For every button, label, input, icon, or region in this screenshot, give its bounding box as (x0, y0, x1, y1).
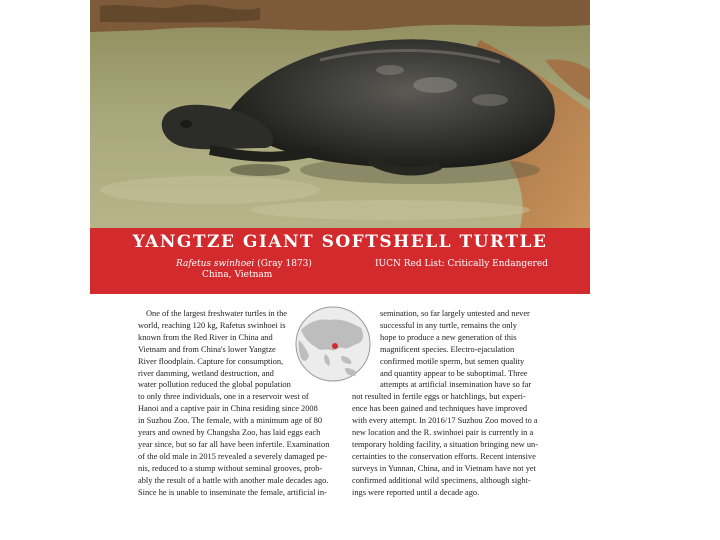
species-range: China, Vietnam (202, 270, 273, 280)
article-right-line: confirmed motile sperm, but semen quality (380, 356, 525, 366)
article-left-line: River floodplain. Capture for consumption, (138, 356, 284, 366)
article-right-line: successful in any turtle, remains the only (380, 320, 517, 330)
species-authority: (Gray 1873) (254, 259, 312, 269)
article-left-line: year since, but so far all have been infertile. Examination (138, 439, 330, 449)
article-right-line: semination, so far largely untested and never (380, 309, 530, 318)
scientific-name: Rafetus swinhoei (176, 259, 255, 269)
article-right-line: temporary holding facility, a situation bringing new un- (352, 439, 538, 449)
turtle-photo-illustration (90, 0, 590, 228)
article-right-line: with every attempt. In 2016/17 Suzhou Zoo moved to a (352, 416, 538, 426)
scientific-name-line (176, 259, 312, 269)
article-left-line: of the old male in 2015 revealed a severely damaged pe- (138, 451, 328, 461)
iucn-status: IUCN Red List: Critically Endangered (375, 259, 548, 269)
article-right-line: new location and the R. swinhoei pair is currently in a (352, 428, 534, 437)
turtle-photo (90, 0, 590, 228)
title-banner (90, 228, 590, 294)
article-left-line: years and owned by Changsha Zoo, has laid eggs each (138, 428, 321, 437)
article-left-line: nis, reduced to a stump without seminal grooves, prob- (138, 463, 323, 473)
article-right-line: ence has been gained and techniques have improved (352, 404, 528, 414)
article-right-line: hope to produce a new generation of this (380, 332, 517, 342)
article-right-line: certainties to the conservation efforts. Recent intensive (352, 451, 536, 461)
article-right-line: ings were reported until a decade ago. (352, 487, 480, 497)
article-left-line: One of the largest freshwater turtles in the (146, 309, 288, 318)
article-right-line: not resulted in fertile eggs or hatchlings, but experi- (352, 392, 526, 402)
species-title: YANGTZE GIANT SOFTSHELL TURTLE (132, 232, 548, 252)
article-left-line: water pollution reduced the global population (138, 380, 291, 390)
article-left-line: to only three individuals, one in a reservoir west of (138, 392, 309, 402)
page (90, 0, 590, 540)
article-left-line: Since he is unable to inseminate the female, artificial in- (138, 487, 327, 497)
distribution-map (295, 306, 371, 382)
article-left-line: world, reaching 120 kg, Rafetus swinhoei is (138, 320, 286, 330)
article-left-line: ably the result of a battle with another male decades ago. (138, 475, 329, 485)
article-left-line: known from the Red River in China and (138, 332, 273, 342)
article-right-line: attempts at artificial insemination have so far (380, 380, 532, 390)
article-left-line: in Suzhou Zoo. The female, with a minimum age of 80 (138, 416, 323, 426)
article-right-line: magnificent species. Electro-ejaculation (380, 344, 515, 354)
article-right-line: confirmed additional wild specimens, although sight- (352, 475, 531, 485)
article-left-line: Vietnam and from China's lower Yangtze (138, 344, 276, 354)
article-right-line: and quantity appear to be suboptimal. Three (380, 368, 528, 378)
range-marker (332, 343, 338, 349)
article-right-line: surveys in Yunnan, China, and in Vietnam have not yet (352, 463, 536, 473)
article-left-line: Hanoi and a captive pair in China residing since 2008 (138, 404, 318, 414)
article-left-line: river damming, wetland destruction, and (138, 368, 274, 378)
